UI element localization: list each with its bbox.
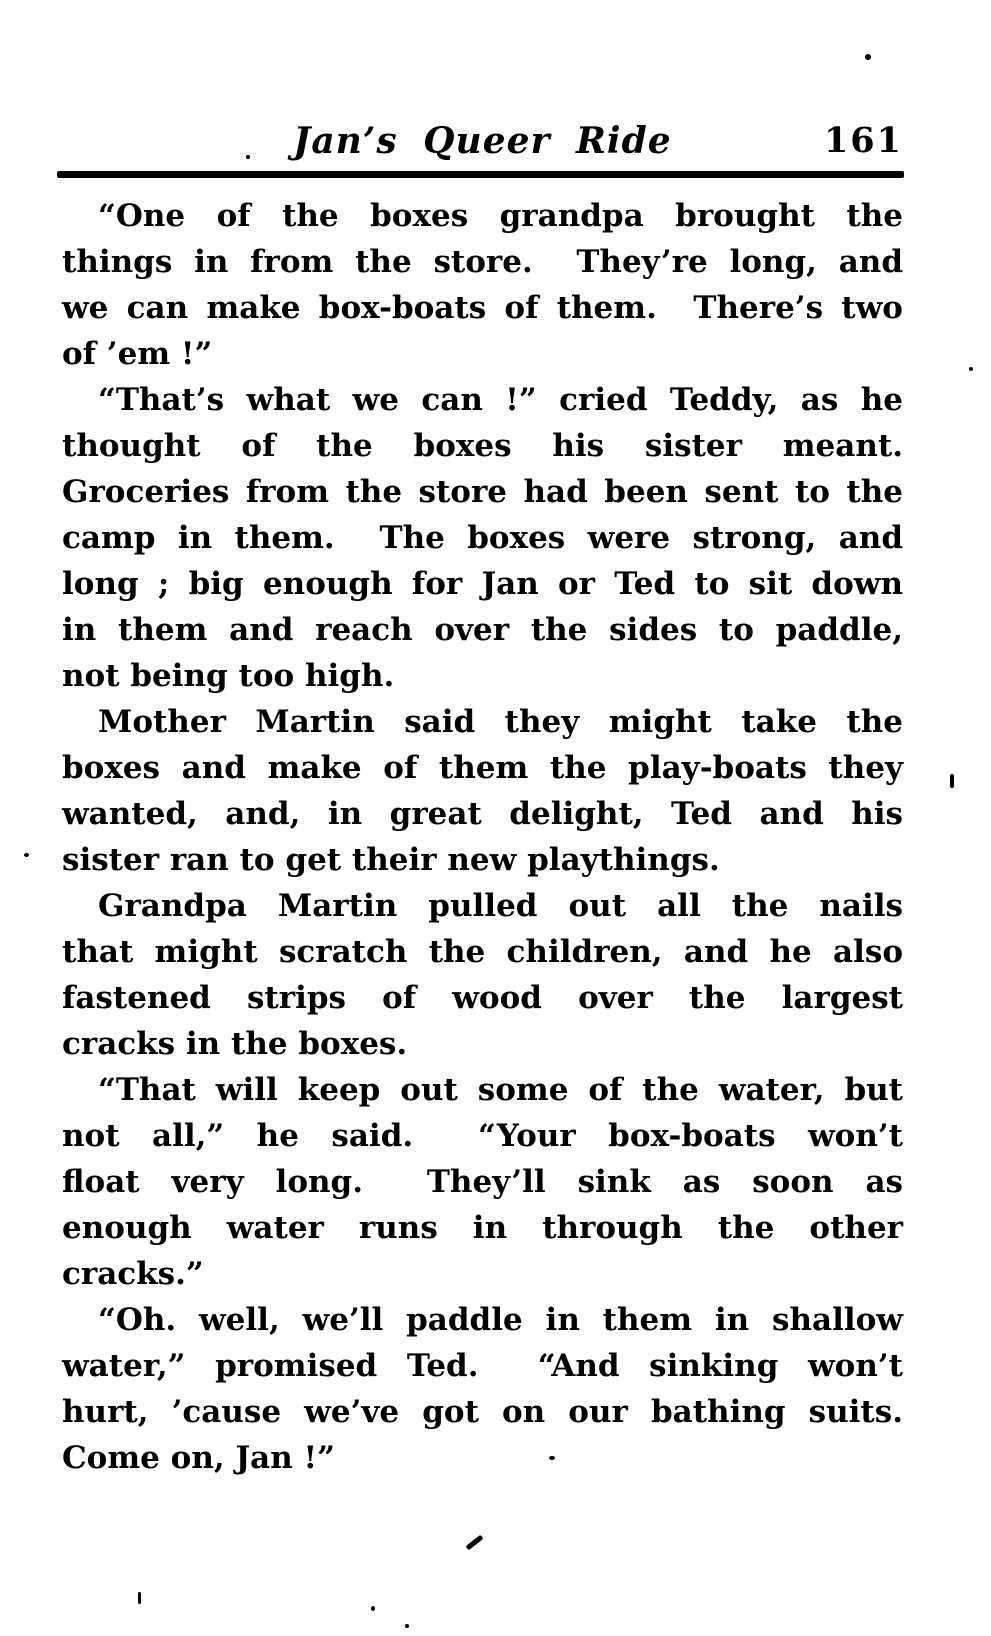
text-line: Grandpa Martin pulled out all the nails xyxy=(98,888,903,924)
text-line: “That’s what we can !” cried Teddy, as he xyxy=(98,382,903,418)
text-line: hurt, ’cause we’ve got on our bathing suits. xyxy=(62,1394,903,1430)
text-line: cracks.” xyxy=(62,1256,204,1292)
chapter-title: Jan’s Queer Ride xyxy=(293,120,672,162)
text-line: sister ran to get their new playthings. xyxy=(62,842,720,878)
text-line: water,” promised Ted. “And sinking won’t xyxy=(62,1348,903,1384)
text-line: in them and reach over the sides to paddle, xyxy=(62,612,903,648)
text-line: not being too high. xyxy=(62,658,395,694)
paragraph xyxy=(62,699,903,883)
ink-speck xyxy=(246,155,250,159)
pen-mark xyxy=(465,1535,483,1551)
text-line: fastened strips of wood over the largest xyxy=(62,980,903,1016)
text-line: we can make box-boats of them. There’s two xyxy=(62,290,903,326)
paragraph xyxy=(62,883,903,1067)
text-line: that might scratch the children, and he also xyxy=(62,934,903,970)
paragraph xyxy=(62,1297,903,1481)
ink-speck xyxy=(138,1592,141,1604)
ink-speck xyxy=(405,1624,409,1628)
ink-speck xyxy=(549,1456,555,1460)
text-line: camp in them. The boxes were strong, and xyxy=(62,520,903,556)
text-line: enough water runs in through the other xyxy=(62,1210,903,1246)
paragraph xyxy=(62,377,903,699)
text-line: Come on, Jan !” xyxy=(62,1440,335,1476)
ink-speck xyxy=(969,367,973,371)
page-body xyxy=(62,193,903,1481)
ink-speck xyxy=(950,774,954,788)
text-line: Groceries from the store had been sent to the xyxy=(62,474,903,510)
text-line: “Oh. well, we’ll paddle in them in shallow xyxy=(98,1302,903,1338)
text-line: things in from the store. They’re long, and xyxy=(62,244,903,280)
ink-speck xyxy=(371,1606,375,1611)
text-line: wanted, and, in great delight, Ted and his xyxy=(62,796,903,832)
text-line: long ; big enough for Jan or Ted to sit down xyxy=(62,566,903,602)
text-line: boxes and make of them the play-boats they xyxy=(62,750,903,786)
text-line: not all,” he said. “Your box-boats won’t xyxy=(62,1118,903,1154)
ink-speck xyxy=(24,853,29,857)
header-rule xyxy=(57,171,904,178)
page-number: 161 xyxy=(823,120,903,161)
paragraph xyxy=(62,193,903,377)
text-line: Mother Martin said they might take the xyxy=(98,704,903,740)
running-header xyxy=(62,116,903,166)
text-line: float very long. They’ll sink as soon as xyxy=(62,1164,903,1200)
text-line: thought of the boxes his sister meant. xyxy=(62,428,903,464)
text-line: cracks in the boxes. xyxy=(62,1026,408,1062)
text-line: of ’em !” xyxy=(62,336,213,372)
text-line: “One of the boxes grandpa brought the xyxy=(98,198,903,234)
ink-speck xyxy=(865,54,871,60)
paragraph xyxy=(62,1067,903,1297)
text-line: “That will keep out some of the water, but xyxy=(98,1072,903,1108)
